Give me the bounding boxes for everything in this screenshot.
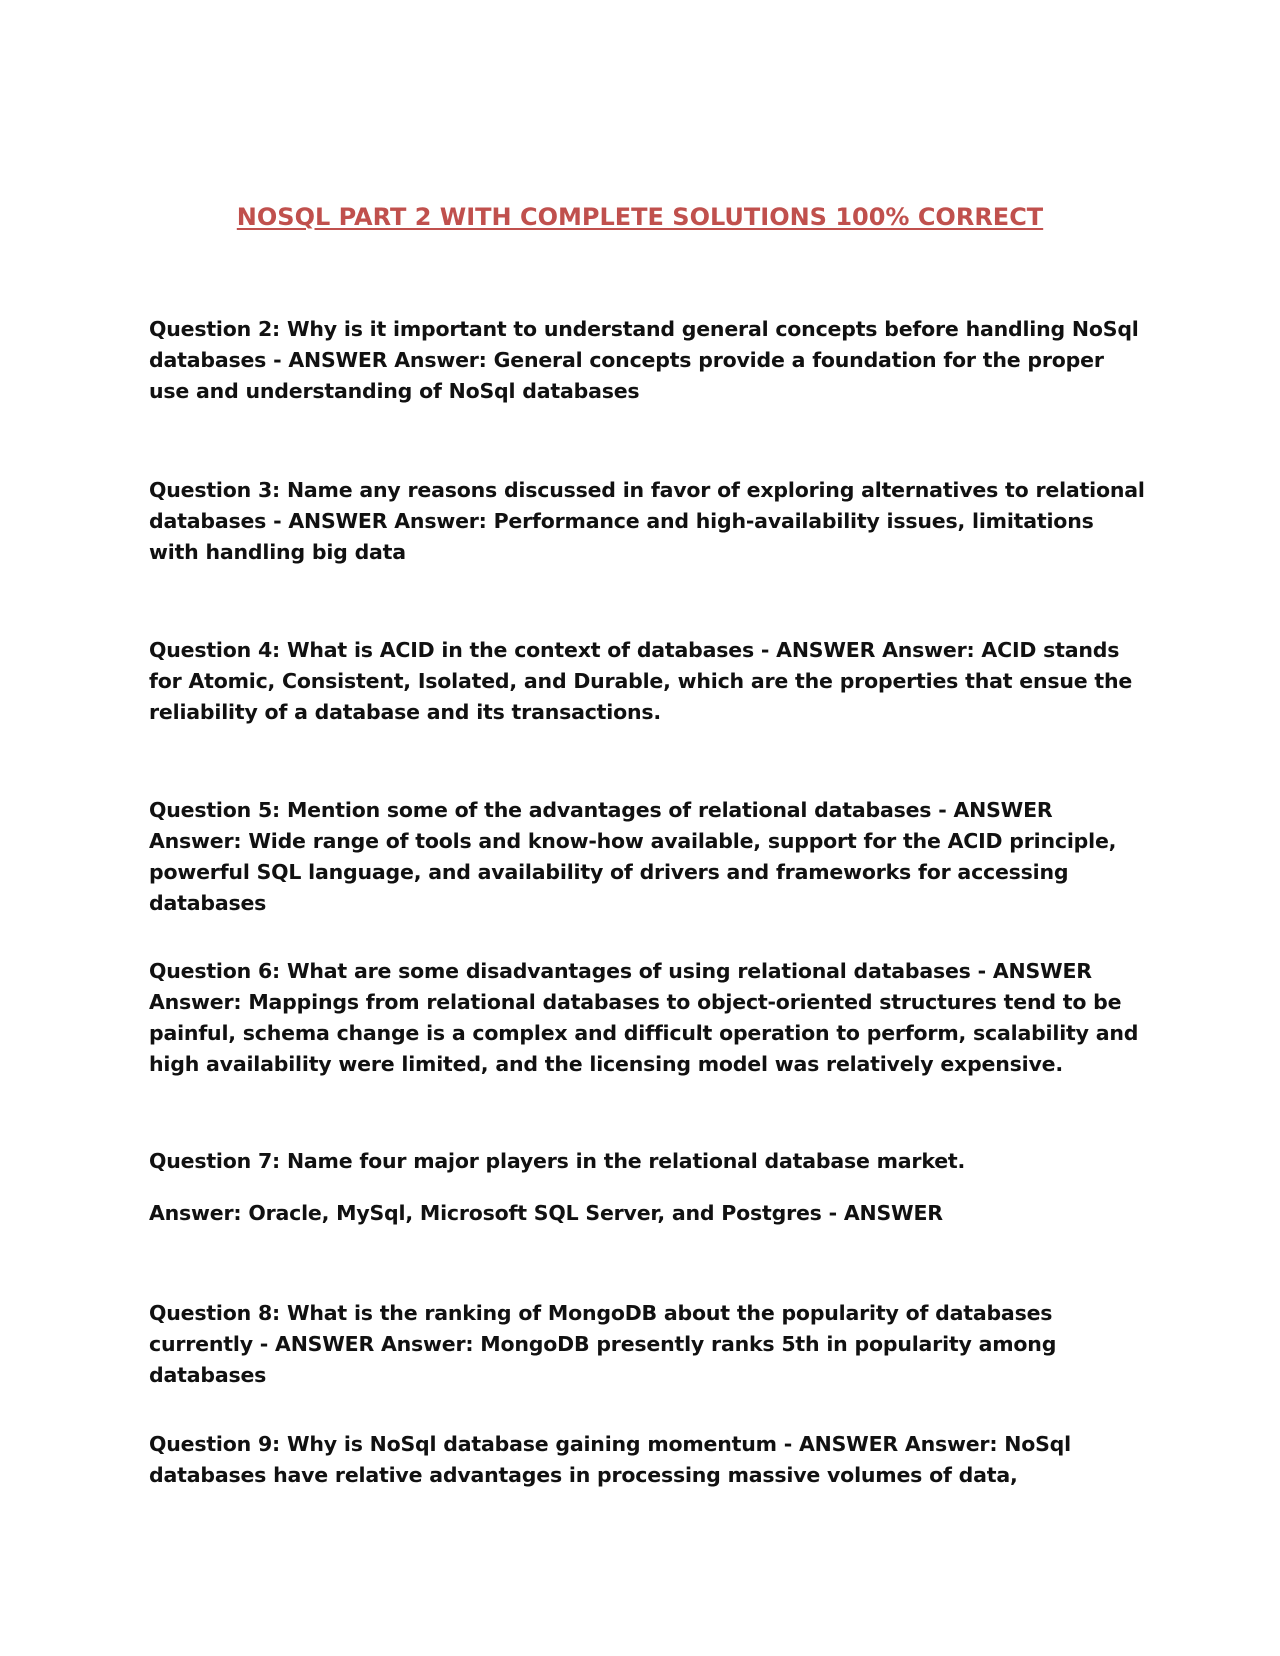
question-2-block: Question 2: Why is it important to understand general concepts before handling NoSql databases - ANSWER Answer: General concepts provide a foundation for the proper use and understanding of NoSql databases: [149, 317, 1139, 403]
question-9-block: Question 9: Why is NoSql database gaining momentum - ANSWER Answer: NoSql databases have relative advantages in processing massive volumes of data,: [149, 1432, 1071, 1487]
question-4-block: Question 4: What is ACID in the context of databases - ANSWER Answer: ACID stands for Atomic, Consistent, Isolated, and Durable, which are the properties that ensue the reliability of a database and its transactions.: [149, 638, 1133, 724]
question-8-block: Question 8: What is the ranking of MongoDB about the popularity of databases currently - ANSWER Answer: MongoDB presently ranks 5th in popularity among databases: [149, 1301, 1057, 1387]
question-7-block: Question 7: Name four major players in the relational database market.: [149, 1149, 966, 1173]
question-7-answer: Answer: Oracle, MySql, Microsoft SQL Server, and Postgres - ANSWER: [149, 1201, 943, 1225]
question-3-block: Question 3: Name any reasons discussed in favor of exploring alternatives to relational databases - ANSWER Answer: Performance and high-availability issues, limitations with handling big data: [149, 478, 1145, 564]
question-5-block: Question 5: Mention some of the advantages of relational databases - ANSWER Answer: Wide range of tools and know-how available, support for the ACID principle, powerful SQL language, and availability of drivers and frameworks for accessing databases: [149, 798, 1117, 915]
question-6-block: Question 6: What are some disadvantages of using relational databases - ANSWER Answer: Mappings from relational databases to object-oriented structures tend to be painful, schema change is a complex and difficult operation to perform, scalability and high availability were limited, and the licensing model was relatively expensive.: [149, 959, 1139, 1076]
document-title: NOSQL PART 2 WITH COMPLETE SOLUTIONS 100% CORRECT: [236, 203, 1044, 231]
